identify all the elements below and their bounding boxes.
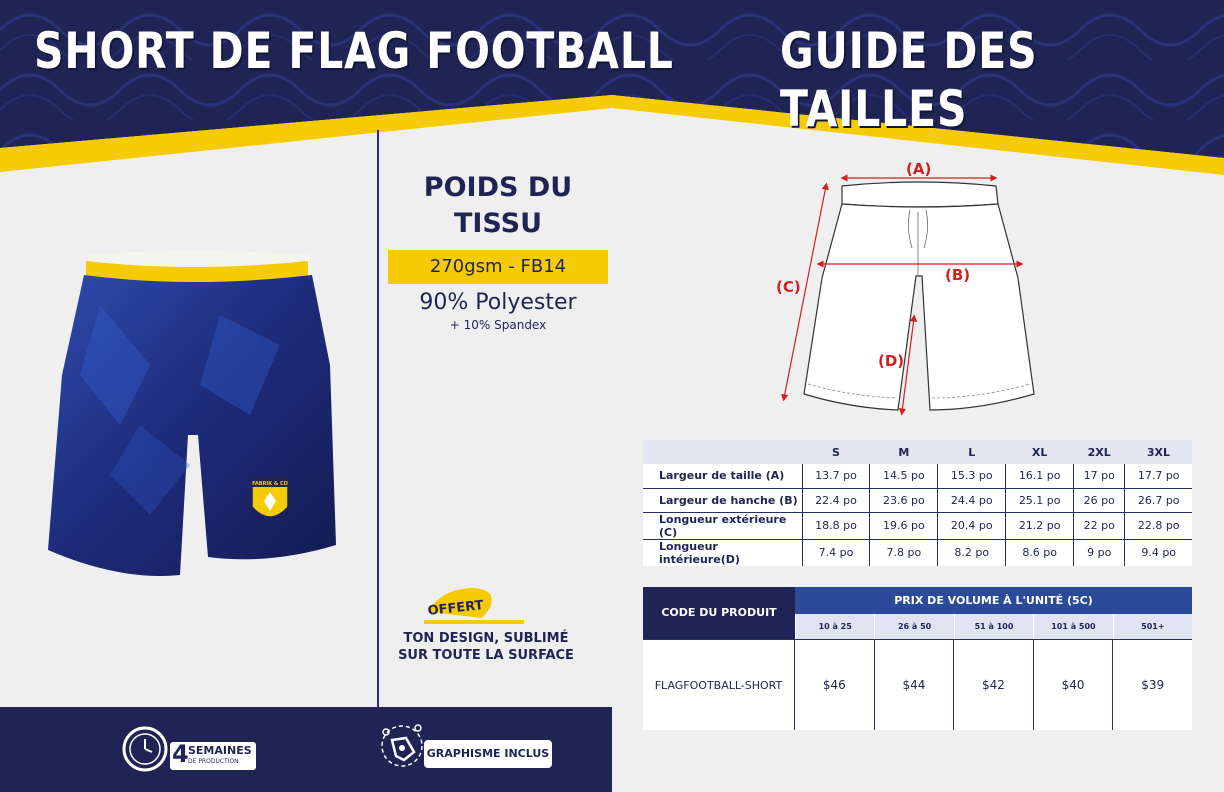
size-cell: 13.7 po [802,464,870,488]
shorts-image [40,245,350,585]
label-b: (B) [945,266,971,284]
size-cell: 22.8 po [1125,512,1192,539]
quantity-range: 10 à 25 [795,614,874,639]
code-header: CODE DU PRODUIT [643,587,795,639]
label-d: (D) [878,352,905,370]
fabric-weight-value: 270gsm - FB14 [388,250,608,284]
offert-label: OFFERT [427,598,485,619]
size-cell: 8.6 po [1006,539,1074,566]
pen-tool-icon [374,718,430,774]
size-cell: 17 po [1074,464,1125,488]
clock-icon [120,724,170,774]
production-time-badge [170,742,256,770]
header-banner [0,0,1224,175]
column-divider [377,130,379,708]
product-title: SHORT DE FLAG FOOTBALL [34,22,674,80]
quantity-range: 101 à 500 [1033,614,1112,639]
price-table [643,587,1192,730]
shorts-measurement-diagram [770,158,1070,423]
size-cell: 21.2 po [1006,512,1074,539]
price-header: PRIX DE VOLUME À L'UNITÉ (5C) [795,587,1192,614]
size-cell: 9.4 po [1125,539,1192,566]
price-cell: $42 [954,640,1034,730]
product-code: FLAGFOOTBALL-SHORT [643,640,795,730]
size-guide-title: GUIDE DES TAILLES [780,22,1038,138]
quantity-range: 501+ [1113,614,1192,639]
quantity-range: 26 à 50 [874,614,953,639]
label-a: (A) [906,160,932,178]
size-cell: 17.7 po [1125,464,1192,488]
size-col-header: XL [1006,440,1074,464]
size-table [643,440,1192,566]
weeks-number: 4 [172,740,189,768]
size-cell: 9 po [1074,539,1125,566]
price-cell: $44 [875,640,955,730]
size-col-header: 2XL [1074,440,1125,464]
price-cell: $40 [1034,640,1114,730]
fabric-weight-title: POIDS DU TISSU [423,172,573,239]
weeks-label: SEMAINES [188,744,252,757]
table-row [643,488,1192,512]
row-label: Largeur de hanche (B) [643,488,802,512]
size-cell: 23.6 po [870,488,938,512]
size-cell: 14.5 po [870,464,938,488]
size-col-header: M [870,440,938,464]
table-row [643,539,1192,566]
size-cell: 18.8 po [802,512,870,539]
fabric-composition-extra: + 10% Spandex [449,318,547,332]
size-cell: 15.3 po [938,464,1006,488]
graphisme-badge: GRAPHISME INCLUS [424,740,552,768]
price-row [643,639,1192,730]
size-cell: 7.8 po [870,539,938,566]
size-header-empty [643,440,802,464]
size-cell: 26 po [1074,488,1125,512]
size-col-header: S [802,440,870,464]
size-cell: 16.1 po [1006,464,1074,488]
fabric-composition: 90% Polyester [419,290,577,315]
size-cell: 19.6 po [870,512,938,539]
size-cell: 8.2 po [938,539,1006,566]
table-row [643,464,1192,488]
size-cell: 26.7 po [1125,488,1192,512]
weeks-sub: DE PRODUCTION [188,758,239,765]
price-cell: $46 [795,640,875,730]
quantity-row [795,614,1192,639]
size-cell: 22 po [1074,512,1125,539]
size-cell: 25.1 po [1006,488,1074,512]
row-label: Largeur de taille (A) [643,464,802,488]
size-col-header: 3XL [1125,440,1192,464]
size-cell: 22.4 po [802,488,870,512]
size-cell: 7.4 po [802,539,870,566]
row-label: Longueur intérieure(D) [643,539,802,566]
size-cell: 24.4 po [938,488,1006,512]
quantity-range: 51 à 100 [954,614,1033,639]
label-c: (C) [776,278,801,296]
product-logo: FABRIK & CO [252,481,288,487]
offer-description: TON DESIGN, SUBLIMÉ SUR TOUTE LA SURFACE [398,631,574,663]
size-cell: 20.4 po [938,512,1006,539]
size-col-header: L [938,440,1006,464]
size-header-row [643,440,1192,464]
offert-badge [420,584,530,632]
table-row [643,512,1192,539]
price-cell: $39 [1141,678,1165,692]
row-label: Longueur extérieure (C) [643,512,802,539]
